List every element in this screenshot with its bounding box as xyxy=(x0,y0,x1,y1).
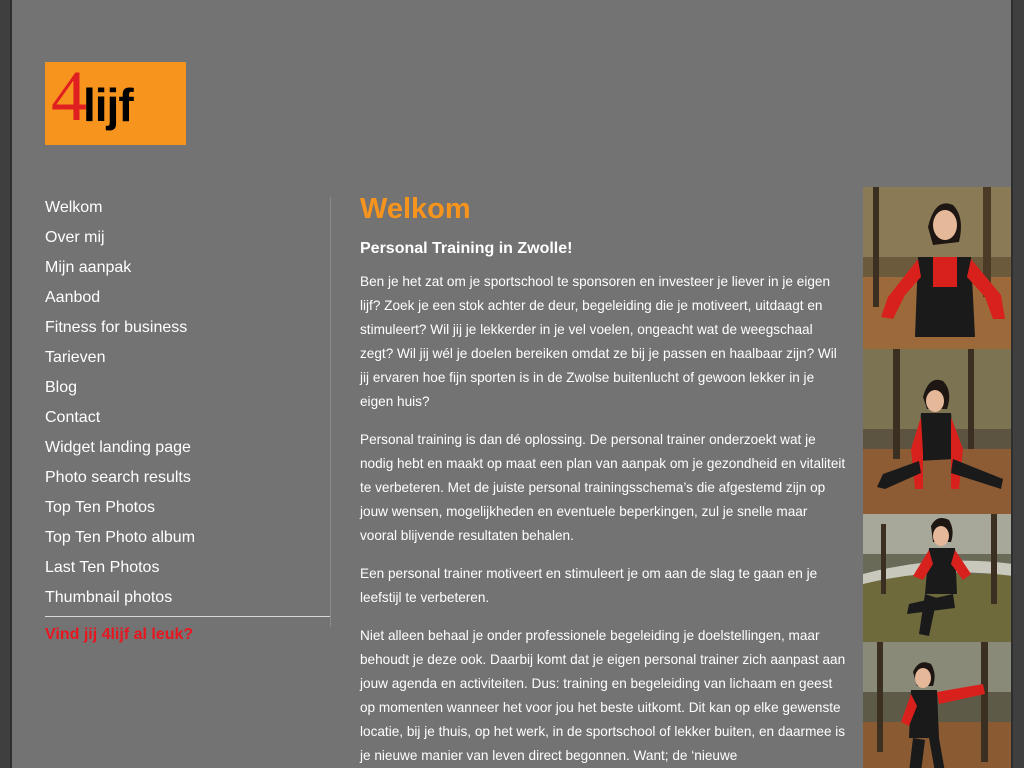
solution-paragraph: Personal training is dan dé oplossing. De personal trainer onderzoekt wat je nodig hebt en maakt op maat een plan van aanpak om je gezondheid en vitaliteit te verbeteren. Met de juiste personal trainingsschema’s die afgestemd zijn op jouw wensen, mogelijkheden en eventuele beperkingen, zul je snelle maar vooral blijvende resultaten behalen. xyxy=(360,432,846,543)
logo-word: lijf xyxy=(83,79,133,131)
benefits-paragraph: Niet alleen behaal je onder professionele begeleiding je doelstellingen, maar behoudt je deze ook. Daarbij komt dat je eigen personal trainer zich aanpast aan jouw agenda en activiteiten. Dus: training en begeleiding van lichaam en geest op momenten wanneer het voor jou het beste uitkomt. Dit kan op elke gewenste locatie, bij je thuis, op het werk, in de sportschool of lekker buiten, en daarmee is je nieuwe manier van leven direct begonnen. Want; de ‘nieuwe xyxy=(360,628,846,763)
intro-paragraph: Ben je het zat om je sportschool te sponsoren en investeer je liever in je eigen lijf? Zoek je een stok achter de deur, begeleiding die je motiveert, uitdaagt en stimuleert? Wil jij je lekkerder in je vel voelen, ongeacht wat de weegschaal zegt? Wil jij wél je doelen bereiken omdat ze bij je passen en haalbaar zijn? Wil jij ervaren hoe fijn sporten is in de Zwolse buitenlucht of gewoon lekker in je eigen huis? xyxy=(360,274,837,409)
nav-item-thumbnail-photos[interactable]: Thumbnail photos xyxy=(45,589,173,606)
nav-item-over-mij[interactable]: Over mij xyxy=(45,229,105,246)
nav-item-top-ten-photo-album[interactable]: Top Ten Photo album xyxy=(45,529,196,546)
page-subtitle: Personal Training in Zwolle! xyxy=(360,240,573,257)
nav-item-tarieven[interactable]: Tarieven xyxy=(45,349,106,366)
photo-column xyxy=(863,187,1013,768)
main-navigation xyxy=(45,196,331,645)
nav-item-mijn-aanpak[interactable]: Mijn aanpak xyxy=(45,259,132,276)
nav-item-widget-landing-page[interactable]: Widget landing page xyxy=(45,439,191,456)
nav-item-top-ten-photos[interactable]: Top Ten Photos xyxy=(45,499,156,516)
nav-item-fitness-for-business[interactable]: Fitness for business xyxy=(45,319,188,336)
trainer-photo-4 xyxy=(863,642,1013,768)
nav-item-photo-search-results[interactable]: Photo search results xyxy=(45,469,191,486)
nav-item-blog[interactable]: Blog xyxy=(45,379,78,396)
trainer-photo-2 xyxy=(863,349,1013,514)
trainer-photo-3 xyxy=(863,514,1013,642)
main-content xyxy=(360,192,848,768)
promo-link[interactable]: Vind jij 4lijf al leuk? xyxy=(45,626,194,643)
nav-item-welkom[interactable]: Welkom xyxy=(45,199,103,216)
nav-item-last-ten-photos[interactable]: Last Ten Photos xyxy=(45,559,160,576)
site-logo[interactable] xyxy=(45,62,186,145)
page-container xyxy=(10,0,1013,768)
logo-digit: 4 xyxy=(51,62,85,136)
trainer-photo-1 xyxy=(863,187,1013,349)
nav-divider xyxy=(45,616,331,617)
page-title: Welkom xyxy=(360,193,471,225)
motivation-paragraph: Een personal trainer motiveert en stimuleert je om aan de slag te gaan en je leefstijl te verbeteren. xyxy=(360,566,818,605)
nav-item-aanbod[interactable]: Aanbod xyxy=(45,289,101,306)
nav-item-contact[interactable]: Contact xyxy=(45,409,101,426)
column-divider xyxy=(330,197,331,627)
